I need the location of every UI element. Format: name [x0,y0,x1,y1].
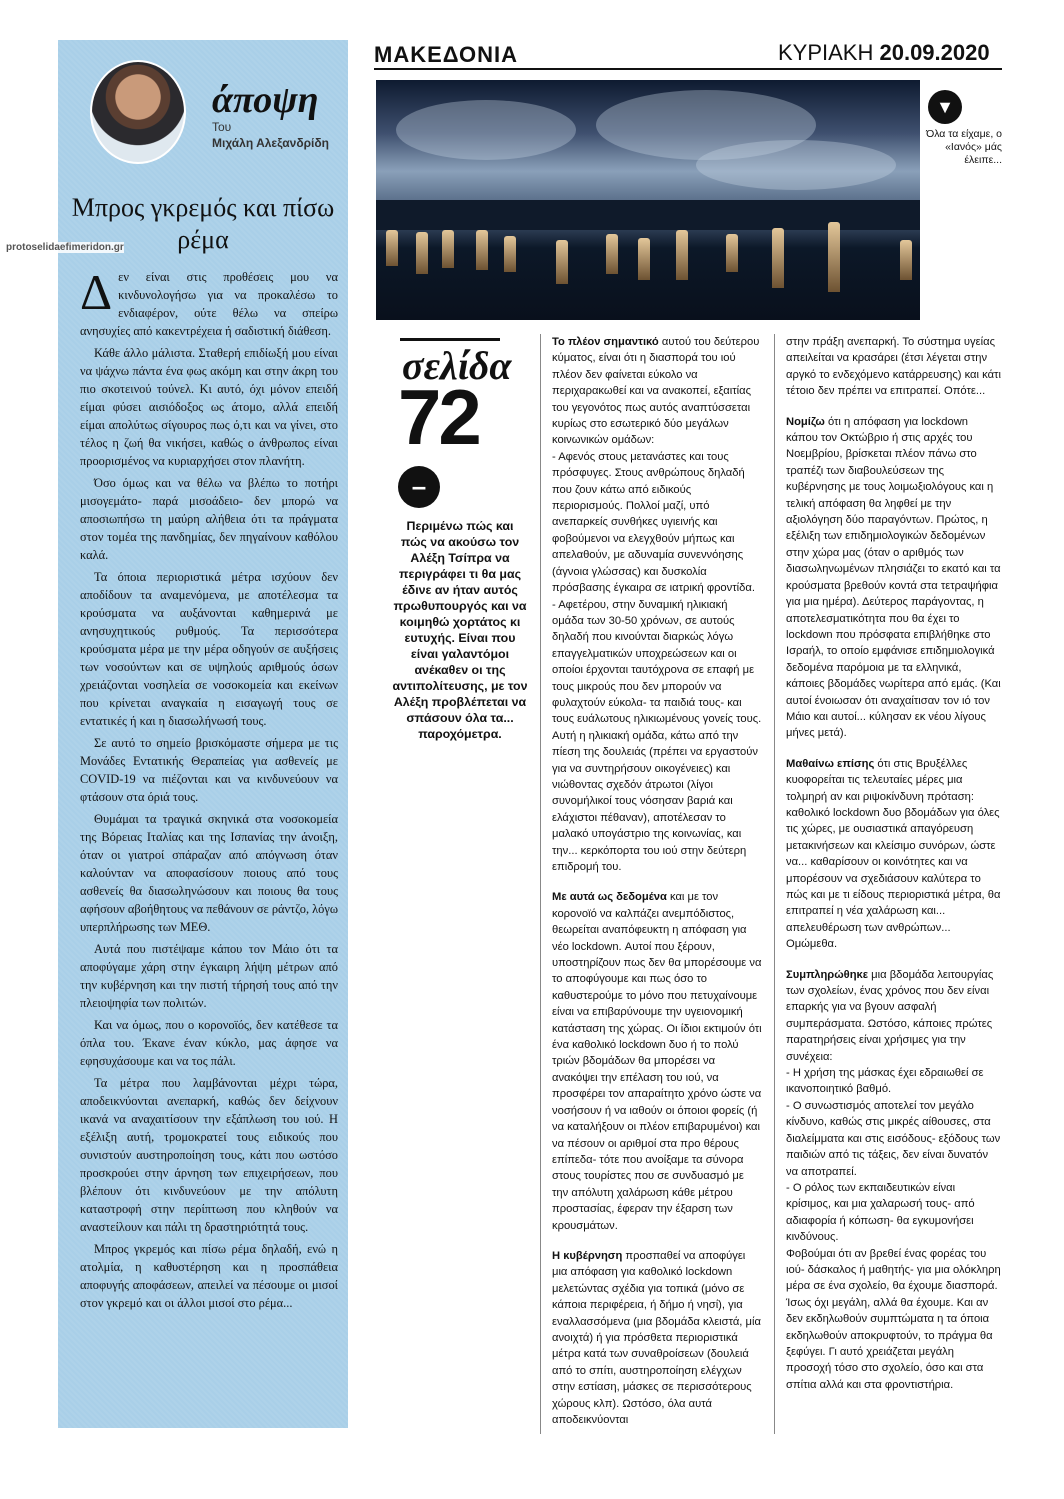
issue-day: ΚΥΡΙΑΚΗ [778,40,880,65]
paragraph-text: Όσο όμως και να θέλω να βλέπω το ποτήρι μισογεμάτο- παρά μισοάδειο- δεν μπορώ να αποσιωπήσω τη μαύρη αλήθεια ότι τα πράγματα στον τομέα της πανδημίας, δεν πηγαίνουν καθόλου καλά. [80,476,338,562]
paragraph-lead: Με αυτά ως δεδομένα [552,891,667,904]
article-paragraph [80,810,338,936]
article-paragraph [80,1074,338,1236]
sea-post [386,230,398,266]
paragraph-text: ότι στις Βρυξέλλες κυοφορείται τις τελευταίες μέρες μια τολμηρή αν και ριψοκίνδυνη πρόταση: καθολικό lockdown δυο βδομάδων για όλες τις χώρες, με ουσιαστικά απαγόρευση μετακινήσεων και κλείσιμο συνόρων, ώστε να... καθαρίσουν οι κοινότητες και να μπορέσουν να σχεδιάσουν καλύτερα το πώς και με τι είδους περιοριστικά μέτρα, θα επιτραπεί η νέα χαλάρωση και... απελευθέρωση των ανθρώπων... Ομώμεθα. [786,757,1001,951]
sea-post [900,240,912,280]
news-column-a [552,334,762,1442]
storm-sea-photo [376,80,920,320]
article-paragraph [80,568,338,730]
paragraph-text: Σε αυτό το σημείο βρισκόμαστε σήμερα με τις Μονάδες Εντατικής Θεραπείας για ασθενείς με COVID-19 να πιέζονται και να κινδυνεύουν να φτάσουν στα όριά τους. [80,736,338,804]
article-paragraph [80,264,338,340]
sea-post [606,234,618,274]
sea-post [416,232,428,274]
minus-icon: – [398,466,440,508]
down-triangle-icon: ▼ [928,90,962,124]
page-ref-number: 72 [398,373,479,461]
watermark-text: protoselidaefimeridon.gr [6,242,124,253]
column-label: άποψη [212,79,319,121]
column-divider [540,334,541,1434]
paragraph-text: Και να όμως, που ο κορονοϊός, δεν κατέθεσε τα όπλα του. Έκανε έναν κύκλο, μας άφησε να εφησυχάσουμε και να τος πάλι. [80,1018,338,1068]
paragraph-text: εν είναι στις προθέσεις μου να κινδυνολογήσω για να προκαλέσω το ενδιαφέρον, ούτε θέλω να σπείρω ανησυχίες από κακεντρέχεια ή σαδιστική διάθεση. [80,270,338,338]
dropcap: Δ [80,264,113,320]
sea-post [442,230,454,268]
sea-post [504,236,516,272]
issue-dateline [778,40,990,66]
article-paragraph [80,1240,338,1312]
article-body [80,264,338,1316]
sea-post [772,228,784,288]
column-paragraph [552,889,762,1234]
article-paragraph [80,344,338,470]
paragraph-text: Αυτά που πιστέψαμε κάπου τον Μάιο ότι τα αποφύγαμε χάρη στην έγκαιρη λήψη μέτρων από την κυβέρνηση και την πιστή τήρησή τους από την πλειοψηφία των πολιτών. [80,942,338,1010]
photo-caption: Όλα τα είχαμε, ο «Ιανός» μάς έλειπε... [926,128,1002,166]
paragraph-text: στην πράξη ανεπαρκή. Το σύστημα υγείας απειλείται να κρασάρει (έτσι λέγεται στην αργκό το ενδεχόμενο κατάρρευσης) και κάτι τέτοιο δεν πρέπει να επιτραπεί. Οπότε... [786,336,1001,398]
paragraph-text: Τα όποια περιοριστικά μέτρα ισχύουν δεν αποδίδουν τα αναμενόμενα, με αποτέλεσμα τα κρούσματα να αυξάνονται καθημερινά με ανησυχητικούς ρυθμούς. Τα περισσότερα κρούσματα μέρα με την μέρα οδηγούν σε αυξήσεις των νοσούντων και σε υψηλούς αριθμούς όσων χρειάζονται νοσηλεία σε νοσοκομεία και εκείνων που κρίνεται αναγκαία η εισαγωγή τους σε εντατικές ή και η διασωλήνωσή τους. [80,570,338,728]
article-paragraph [80,940,338,1012]
header-rule [374,68,1002,70]
author-avatar [90,60,186,164]
article-paragraph [80,1016,338,1070]
sea-post [638,238,650,280]
sea-post [726,234,738,272]
sea-post [476,230,488,270]
paragraph-text: αυτού του δεύτερου κύματος, είναι ότι η διασπορά του ιού πλέον δεν φαίνεται εύκολο να περιχαρακωθεί και να ανακοπεί, εξαιτίας του γεγονότος πως αυτός αναπτύσσεται κυρίως στο εσωτερικό δύο μεγάλων κοινωνικών ομάδων: - Αφενός στους μετανάστες και τους πρόσφυγες. Στους ανθρώπους δηλαδή που ζουν κάτω από ειδικούς περιορισμούς. Πολλοί μαζί, υπό ανεπαρκείς συνθήκες υγιεινής και φοβούμενοι να ελεγχθούν μήπως και απελαθούν, με αδυναμία συνεννόησης (άγνοια γλώσσας) και δυσκολία πρόσβασης έγκαιρα σε ιατρική φροντίδα. - Αφετέρου, στην δυναμική ηλικιακή ομάδα των 30-50 χρόνων, σε αυτούς δηλαδή που κινούνται διαρκώς λόγω επαγγελματικών υποχρεώσεων και οι οποίοι έρχονται ταυτόχρονα σε επαφή με τους μικρούς που δεν μπορούν να φυλαχτούν εύκολα- τα παιδιά τους- και τους ευάλωτους ηλικιωμένους γονείς τους. Αυτή η ηλικιακή ομάδα, κάτω από την πίεση της δουλειάς (πρέπει να εργαστούν για να συντηρήσουν οικογένειες) και νιώθοντας σχεδόν άτρωτοι (λίγοι συνομήλικοί τους νόσησαν βαριά και ελάχιστοι πέθαναν), αποτέλεσαν το μαλακό υπογάστριο της κοινωνίας, και την... κερκόπορτα του ιού στην δεύτερη επιδρομή του. [552,336,762,873]
cloud [396,100,576,160]
column-paragraph [552,334,762,875]
paragraph-text: προσπαθεί να αποφύγει μια απόφαση για καθολικό lockdown μελετώντας σχέδια για τοπικά (μόνο σε κάποια περιφέρεια, ή δήμο ή νησί), για εναλλασσόμενα (μια βδομάδα κλειστά, μία ανοιχτά) ή για πρόσθετα περιοριστικά μέτρα κατά των συναθροίσεων (δουλειά από το σπίτι, αυστηροποίηση ελέγχων στην εστίαση, μάσκες σε περισσότερους χώρους κλπ). Ωστόσο, όλα αυτά αποδεικνύονται [552,1249,761,1426]
column-paragraph [786,414,1002,742]
sea-post [556,240,568,284]
page-ref-label: σελίδα [402,343,512,388]
page-ref-text: Περιμένω πώς και πώς να ακούσω τον Αλέξη Τσίπρα να περιγράφει τι θα μας έδινε αν ήταν αυτός πρωθυπουργός και να κοιμηθώ χορτάτος κι ευτυχής. Είναι που είναι γαλαντόμοι ανέκαθεν οι της αντιπολίτευσης, με τον Αλέξη προβλέπεται να σπάσουν όλα τα... παροχόμετρα. [392,519,528,741]
page-ref-rule [400,338,500,341]
paragraph-lead: Μαθαίνω επίσης [786,757,875,770]
paragraph-text: ότι η απόφαση για lockdown κάπου τον Οκτώβριο ή στις αρχές του Νοεμβρίου, βρίσκεται πλέον πάνω στο τραπέζι των διαβουλεύσεων της κυβέρνησης με τους λοιμωξιολόγους και η τελική απόφαση θα ληφθεί με την αξιολόγηση δύο παραγόντων. Πρώτος, η εξέλιξη των επιδημιολογικών δεδομένων στην χώρα μας (όταν ο αριθμός των διασωληνωμένων πλησιάζει το εκατό και τα κρούσματα βρεθούν κοντά στα τετραψήφια για μια ημέρα). Δεύτερος παράγοντας, η αποτελεσματικότητα που θα έχει το lockdown που πρόσφατα επιβλήθηκε στο Ισραήλ, το οποίο εμφάνισε επιδημιολογικά δεδομένα παρόμοια με τα ελληνικά, κάποιες βδομάδες νωρίτερα από εμάς. (Και αυτοί ένοιωσαν ότι αναχαίτισαν τον ιό τον Μάιο και αυτοί... κύλησαν εκ νέου λίγους μήνες μετά). [786,415,1001,740]
paragraph-lead: Συμπληρώθηκε [786,968,869,981]
author-name: Μιχάλη Αλεξανδρίδη [212,136,329,150]
paragraph-lead: Η κυβέρνηση [552,1249,623,1262]
paragraph-lead: Νομίζω [786,415,825,428]
article-paragraph [80,474,338,564]
paragraph-lead: Το πλέον σημαντικό [552,336,659,348]
column-paragraph [552,1248,762,1428]
paragraph-text: Κάθε άλλο μάλιστα. Σταθερή επιδίωξή μου είναι να ψάχνω πάντα ένα φως ακόμη και στην άκρη του πιο σκοτεινού τούνελ. Κι αυτό, όχι μόνον επειδή είμαι φύσει αισιόδοξος ως άτομο, αλλά επειδή είμαι απολύτως σίγουρος πως ό,τι και να γίνει, στο τέλος η ζωή θα νικήσει, καθώς ο άνθρωπος είναι προορισμένος να κυριαρχήσει στον πλανήτη. [80,346,338,468]
news-column-b [786,334,1002,1407]
newspaper-name: ΜΑΚΕΔΟΝΙΑ [374,42,518,67]
paragraph-text: και με τον κορονοϊό να καλπάζει ανεμπόδιστος, θεωρείται αναπόφευκτη η απόφαση για νέο lockdown. Αυτοί που ξέρουν, υποστηρίζουν πως δεν θα μπορέσουμε να το αποφύγουμε και πως όσο το καθυστερούμε το μόνο που πετυχαίνουμε είναι να επιβαρύνουμε την υγειονομική κατάσταση της χώρας. Οι ίδιοι εκτιμούν ότι ένα καθολικό lockdown δυο ή το πολύ τριών βδομάδων θα μπορέσει να ανακόψει την επέλαση του ιού, να προσφέρει τον απαραίτητο χρόνο ώστε να νοσήσουν ή να ιαθούν οι όποιοι φορείς (ή να καταλήξουν οι πλέον επιβαρυμένοι) και να πέσουν οι αριθμοί στα προ θέρους επίπεδα- τότε που ανοίξαμε τα σύνορα στους τουρίστες που σε συνδυασμό με την απόλυτη χαλάρωση κάθε μέτρου προστασίας, έφεραν την έξαρση των κρουσμάτων. [552,891,762,1232]
sea-post [828,222,840,292]
column-paragraph [786,756,1002,953]
column-paragraph [786,967,1002,1394]
paragraph-text: Μπρος γκρεμός και πίσω ρέμα δηλαδή, ενώ η ατολμία, η καθυστέρηση και η προσπάθεια αποφυγής αποφάσεων, απειλεί να πέσουμε οι μισοί στον γκρεμό και οι άλλοι μισοί στο ρέμα... [80,1242,338,1310]
article-headline: Μπρος γκρεμός και πίσω ρέμα [71,193,335,254]
paragraph-text: μια βδομάδα λειτουργίας των σχολείων, ένας χρόνος που δεν είναι επαρκής για να βγουν ασφαλή συμπεράσματα. Ωστόσο, κάποιες πρώτες παρατηρήσεις είναι χρήσιμες για την συνέχεια: - Η χρήση της μάσκας έχει εδραιωθεί σε ικανοποιητικό βαθμό. - Ο συνωστισμός αποτελεί τον μεγάλο κίνδυνο, καθώς στις μικρές αίθουσες, στα διαλείμματα και στις εισόδους- εξόδους των παιδιών από τις τάξεις, δεν είναι δυνατόν να αποτραπεί. - Ο ρόλος των εκπαιδευτικών είναι κρίσιμος, και μια χαλαρωσή τους- από αδιαφορία ή κόπωση- θα εγκυμονήσει κινδύνους. Φοβούμαι ότι αν βρεθεί ένας φορέας του ιού- δάσκαλος ή μαθητής- για μια ολόκληρη μέρα σε ένα σχολείο, θα έχουμε διασπορά. Ίσως όχι μεγάλη, αλλά θα έχουμε. Και αν δεν εκδηλωθούν συμπτώματα η τα όποια εκδηλωθούν αποκρυφτούν, το πράγμα θα ξεφύγει. Γι αυτό χρειάζεται μεγάλη προσοχή τόσο στο σχολείο, όσο και στα σπίτια αλλά και στα φροντιστήρια. [786,968,1001,1391]
issue-date: 20.09.2020 [879,40,990,65]
paragraph-text: Θυμάμαι τα τραγικά σκηνικά στα νοσοκομεία της Βόρειας Ιταλίας και της Ισπανίας την άνοιξη, όταν οι γιατροί σπάραζαν από απόγνωση όταν καλούνταν να αποφασίσουν ποιους από τους ασθενείς θα διασωληνώσουν και ποιους θα τους αφήσουν αβοήθητους να πεθάνουν σε ράντζο, λόγω υπερπλήρωσης των ΜΕΘ. [80,812,338,934]
cloud [696,140,896,190]
paragraph-text: Τα μέτρα που λαμβάνονται μέχρι τώρα, αποδεικνύονται ανεπαρκή, καθώς δεν δείχνουν ικανά να αναχαιτίσουν την εξάπλωση του ιού. Η εξέλιξη αυτή, τρομοκρατεί τους ειδικούς που συνιστούν αυστηροποίηση τους, κάτι που ωστόσο προσκρούει στην άρνηση των επιχειρήσεων, που βλέπουν ότι κινδυνεύουν με την απόλυτη καταστροφή στην περίπτωση που κληθούν να αναστείλουν και πάλι τη δραστηριότητά τους. [80,1076,338,1234]
column-paragraph [786,334,1002,400]
article-paragraph [80,734,338,806]
author-prefix: Του [212,120,232,134]
sea-post [676,230,688,280]
column-divider [774,334,775,1434]
